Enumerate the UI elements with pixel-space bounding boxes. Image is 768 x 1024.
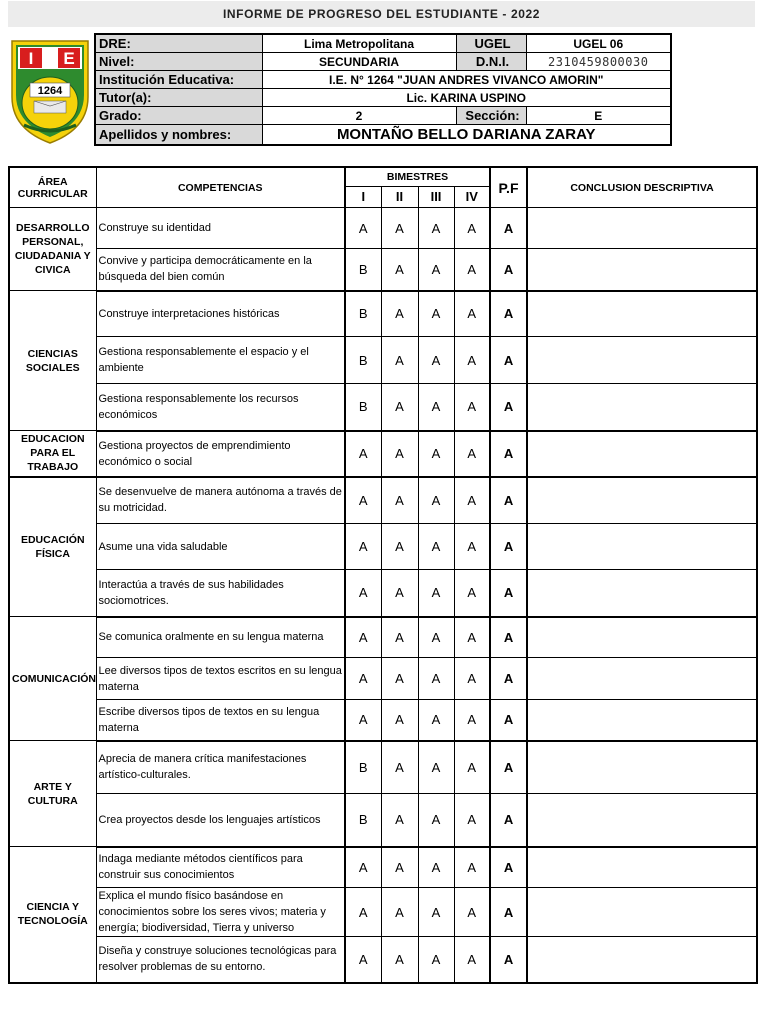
grade-bim-1: B [345, 384, 381, 431]
grade-bim-3: A [418, 208, 454, 249]
grade-bim-3: A [418, 741, 454, 794]
grade-bim-2: A [381, 208, 418, 249]
grade-bim-4: A [454, 249, 490, 291]
grade-bim-4: A [454, 431, 490, 477]
table-row [9, 847, 757, 888]
area-name: ARTE Y CULTURA [9, 741, 96, 847]
area-name: COMUNICACIÓN [9, 617, 96, 741]
conclusion-cell [527, 524, 757, 570]
ugel-value: UGEL 06 [526, 34, 671, 53]
dni-value: 2310459800030 [526, 53, 671, 71]
header-competencias: COMPETENCIAS [96, 167, 345, 208]
grade-bim-2: A [381, 524, 418, 570]
grade-bim-1: A [345, 477, 381, 524]
table-row [9, 937, 757, 983]
grade-bim-4: A [454, 937, 490, 983]
grade-pf: A [490, 208, 527, 249]
grade-pf: A [490, 847, 527, 888]
grade-bim-4: A [454, 337, 490, 384]
grade-bim-4: A [454, 524, 490, 570]
grade-pf: A [490, 617, 527, 658]
grade-bim-2: A [381, 741, 418, 794]
conclusion-cell [527, 658, 757, 700]
grade-bim-4: A [454, 741, 490, 794]
grade-bim-1: A [345, 847, 381, 888]
conclusion-cell [527, 700, 757, 741]
conclusion-cell [527, 208, 757, 249]
grade-bim-2: A [381, 888, 418, 937]
area-name: EDUCACIÓN FÍSICA [9, 477, 96, 617]
grade-bim-3: A [418, 431, 454, 477]
conclusion-cell [527, 337, 757, 384]
header-bimestres: BIMESTRES [345, 167, 490, 186]
grade-bim-4: A [454, 617, 490, 658]
competencia-text: Crea proyectos desde los lenguajes artísticos [96, 794, 345, 847]
conclusion-cell [527, 741, 757, 794]
grado-label: Grado: [95, 107, 262, 125]
grade-pf: A [490, 291, 527, 337]
grade-bim-2: A [381, 477, 418, 524]
competencia-text: Interactúa a través de sus habilidades sociomotrices. [96, 570, 345, 617]
grade-bim-1: B [345, 337, 381, 384]
grades-table [8, 166, 758, 984]
grade-bim-3: A [418, 617, 454, 658]
competencia-text: Se desenvuelve de manera autónoma a través de su motricidad. [96, 477, 345, 524]
conclusion-cell [527, 847, 757, 888]
grade-bim-3: A [418, 794, 454, 847]
grade-bim-4: A [454, 700, 490, 741]
grade-bim-4: A [454, 384, 490, 431]
nombres-value: MONTAÑO BELLO DARIANA ZARAY [262, 125, 671, 146]
grade-bim-1: A [345, 700, 381, 741]
competencia-text: Se comunica oralmente en su lengua materna [96, 617, 345, 658]
table-row [9, 384, 757, 431]
school-logo [8, 37, 92, 145]
area-name: CIENCIA Y TECNOLOGÍA [9, 847, 96, 983]
institucion-value: I.E. N° 1264 "JUAN ANDRES VIVANCO AMORIN" [262, 71, 671, 89]
competencia-text: Gestiona responsablemente los recursos económicos [96, 384, 345, 431]
competencia-text: Lee diversos tipos de textos escritos en su lengua materna [96, 658, 345, 700]
competencia-text: Aprecia de manera crítica manifestaciones artístico-culturales. [96, 741, 345, 794]
conclusion-cell [527, 937, 757, 983]
grade-bim-3: A [418, 477, 454, 524]
tutor-value: Lic. KARINA USPINO [262, 89, 671, 107]
grade-bim-3: A [418, 937, 454, 983]
dre-value: Lima Metropolitana [262, 34, 456, 53]
grade-bim-3: A [418, 249, 454, 291]
grade-bim-2: A [381, 617, 418, 658]
grade-bim-2: A [381, 384, 418, 431]
grade-pf: A [490, 249, 527, 291]
grade-bim-2: A [381, 658, 418, 700]
dni-label: D.N.I. [456, 53, 526, 71]
grade-bim-1: A [345, 658, 381, 700]
table-row [9, 249, 757, 291]
grade-bim-4: A [454, 794, 490, 847]
grade-bim-3: A [418, 384, 454, 431]
grade-bim-1: A [345, 937, 381, 983]
seccion-label: Sección: [456, 107, 526, 125]
grade-bim-3: A [418, 700, 454, 741]
grade-bim-1: A [345, 431, 381, 477]
grado-value: 2 [262, 107, 456, 125]
grade-bim-3: A [418, 524, 454, 570]
header-bim-4: IV [454, 186, 490, 207]
competencia-text: Explica el mundo físico basándose en conocimientos sobre los seres vivos; materia y energía; biodiversidad, Tierra y universo [96, 888, 345, 937]
student-info-table [94, 33, 672, 146]
grade-bim-1: B [345, 249, 381, 291]
ugel-label: UGEL [456, 34, 526, 53]
nombres-label: Apellidos y nombres: [95, 125, 262, 146]
grade-bim-2: A [381, 847, 418, 888]
grade-bim-3: A [418, 888, 454, 937]
competencia-text: Asume una vida saludable [96, 524, 345, 570]
grade-pf: A [490, 337, 527, 384]
conclusion-cell [527, 617, 757, 658]
table-row [9, 477, 757, 524]
seccion-value: E [526, 107, 671, 125]
grade-pf: A [490, 888, 527, 937]
conclusion-cell [527, 794, 757, 847]
area-name: EDUCACION PARA EL TRABAJO [9, 431, 96, 477]
grade-bim-4: A [454, 570, 490, 617]
nivel-label: Nivel: [95, 53, 262, 71]
nivel-value: SECUNDARIA [262, 53, 456, 71]
table-row [9, 888, 757, 937]
table-row [9, 291, 757, 337]
table-row [9, 208, 757, 249]
conclusion-cell [527, 384, 757, 431]
competencia-text: Escribe diversos tipos de textos en su lengua materna [96, 700, 345, 741]
grade-bim-1: A [345, 888, 381, 937]
grade-bim-1: A [345, 570, 381, 617]
area-name: DESARROLLO PERSONAL, CIUDADANIA Y CIVICA [9, 208, 96, 291]
header-bim-3: III [418, 186, 454, 207]
table-row [9, 617, 757, 658]
grade-bim-1: A [345, 208, 381, 249]
competencia-text: Construye interpretaciones históricas [96, 291, 345, 337]
conclusion-cell [527, 249, 757, 291]
grade-pf: A [490, 794, 527, 847]
grade-pf: A [490, 477, 527, 524]
table-row [9, 794, 757, 847]
grade-pf: A [490, 524, 527, 570]
grade-bim-1: B [345, 291, 381, 337]
grade-pf: A [490, 384, 527, 431]
competencia-text: Gestiona proyectos de emprendimiento económico o social [96, 431, 345, 477]
grade-bim-2: A [381, 337, 418, 384]
table-row [9, 524, 757, 570]
grade-bim-1: B [345, 741, 381, 794]
competencia-text: Convive y participa democráticamente en la búsqueda del bien común [96, 249, 345, 291]
grade-bim-4: A [454, 477, 490, 524]
header-pf: P.F [490, 167, 527, 208]
table-row [9, 570, 757, 617]
competencia-text: Construye su identidad [96, 208, 345, 249]
conclusion-cell [527, 888, 757, 937]
table-row [9, 431, 757, 477]
header-bim-1: I [345, 186, 381, 207]
grade-bim-2: A [381, 249, 418, 291]
competencia-text: Gestiona responsablemente el espacio y el ambiente [96, 337, 345, 384]
grade-pf: A [490, 658, 527, 700]
institucion-label: Institución Educativa: [95, 71, 262, 89]
grade-bim-3: A [418, 847, 454, 888]
grade-bim-3: A [418, 570, 454, 617]
competencia-text: Indaga mediante métodos científicos para construir sus conocimientos [96, 847, 345, 888]
grade-bim-2: A [381, 431, 418, 477]
table-row [9, 741, 757, 794]
grade-pf: A [490, 741, 527, 794]
grade-pf: A [490, 937, 527, 983]
grade-bim-2: A [381, 700, 418, 741]
table-row [9, 700, 757, 741]
dre-label: DRE: [95, 34, 262, 53]
conclusion-cell [527, 431, 757, 477]
grade-bim-1: A [345, 524, 381, 570]
area-name: CIENCIAS SOCIALES [9, 291, 96, 431]
logo-letter-i: I [28, 49, 34, 68]
conclusion-cell [527, 291, 757, 337]
grade-bim-3: A [418, 291, 454, 337]
report-title: INFORME DE PROGRESO DEL ESTUDIANTE - 2022 [8, 1, 755, 27]
grade-bim-3: A [418, 337, 454, 384]
grade-pf: A [490, 570, 527, 617]
grade-bim-4: A [454, 208, 490, 249]
grade-bim-2: A [381, 937, 418, 983]
grade-bim-1: B [345, 794, 381, 847]
grade-bim-4: A [454, 847, 490, 888]
tutor-label: Tutor(a): [95, 89, 262, 107]
grade-bim-3: A [418, 658, 454, 700]
table-row [9, 337, 757, 384]
conclusion-cell [527, 570, 757, 617]
header-conclusion: CONCLUSION DESCRIPTIVA [527, 167, 757, 208]
table-row [9, 658, 757, 700]
grade-bim-4: A [454, 658, 490, 700]
header-area: ÁREA CURRICULAR [9, 167, 96, 208]
grade-pf: A [490, 700, 527, 741]
competencia-text: Diseña y construye soluciones tecnológicas para resolver problemas de su entorno. [96, 937, 345, 983]
grade-bim-4: A [454, 291, 490, 337]
grade-pf: A [490, 431, 527, 477]
grade-bim-1: A [345, 617, 381, 658]
grade-bim-2: A [381, 570, 418, 617]
grade-bim-2: A [381, 794, 418, 847]
conclusion-cell [527, 477, 757, 524]
grade-bim-4: A [454, 888, 490, 937]
header-bim-2: II [381, 186, 418, 207]
logo-number: 1264 [37, 85, 63, 97]
logo-letter-e: E [63, 49, 75, 68]
grade-bim-2: A [381, 291, 418, 337]
